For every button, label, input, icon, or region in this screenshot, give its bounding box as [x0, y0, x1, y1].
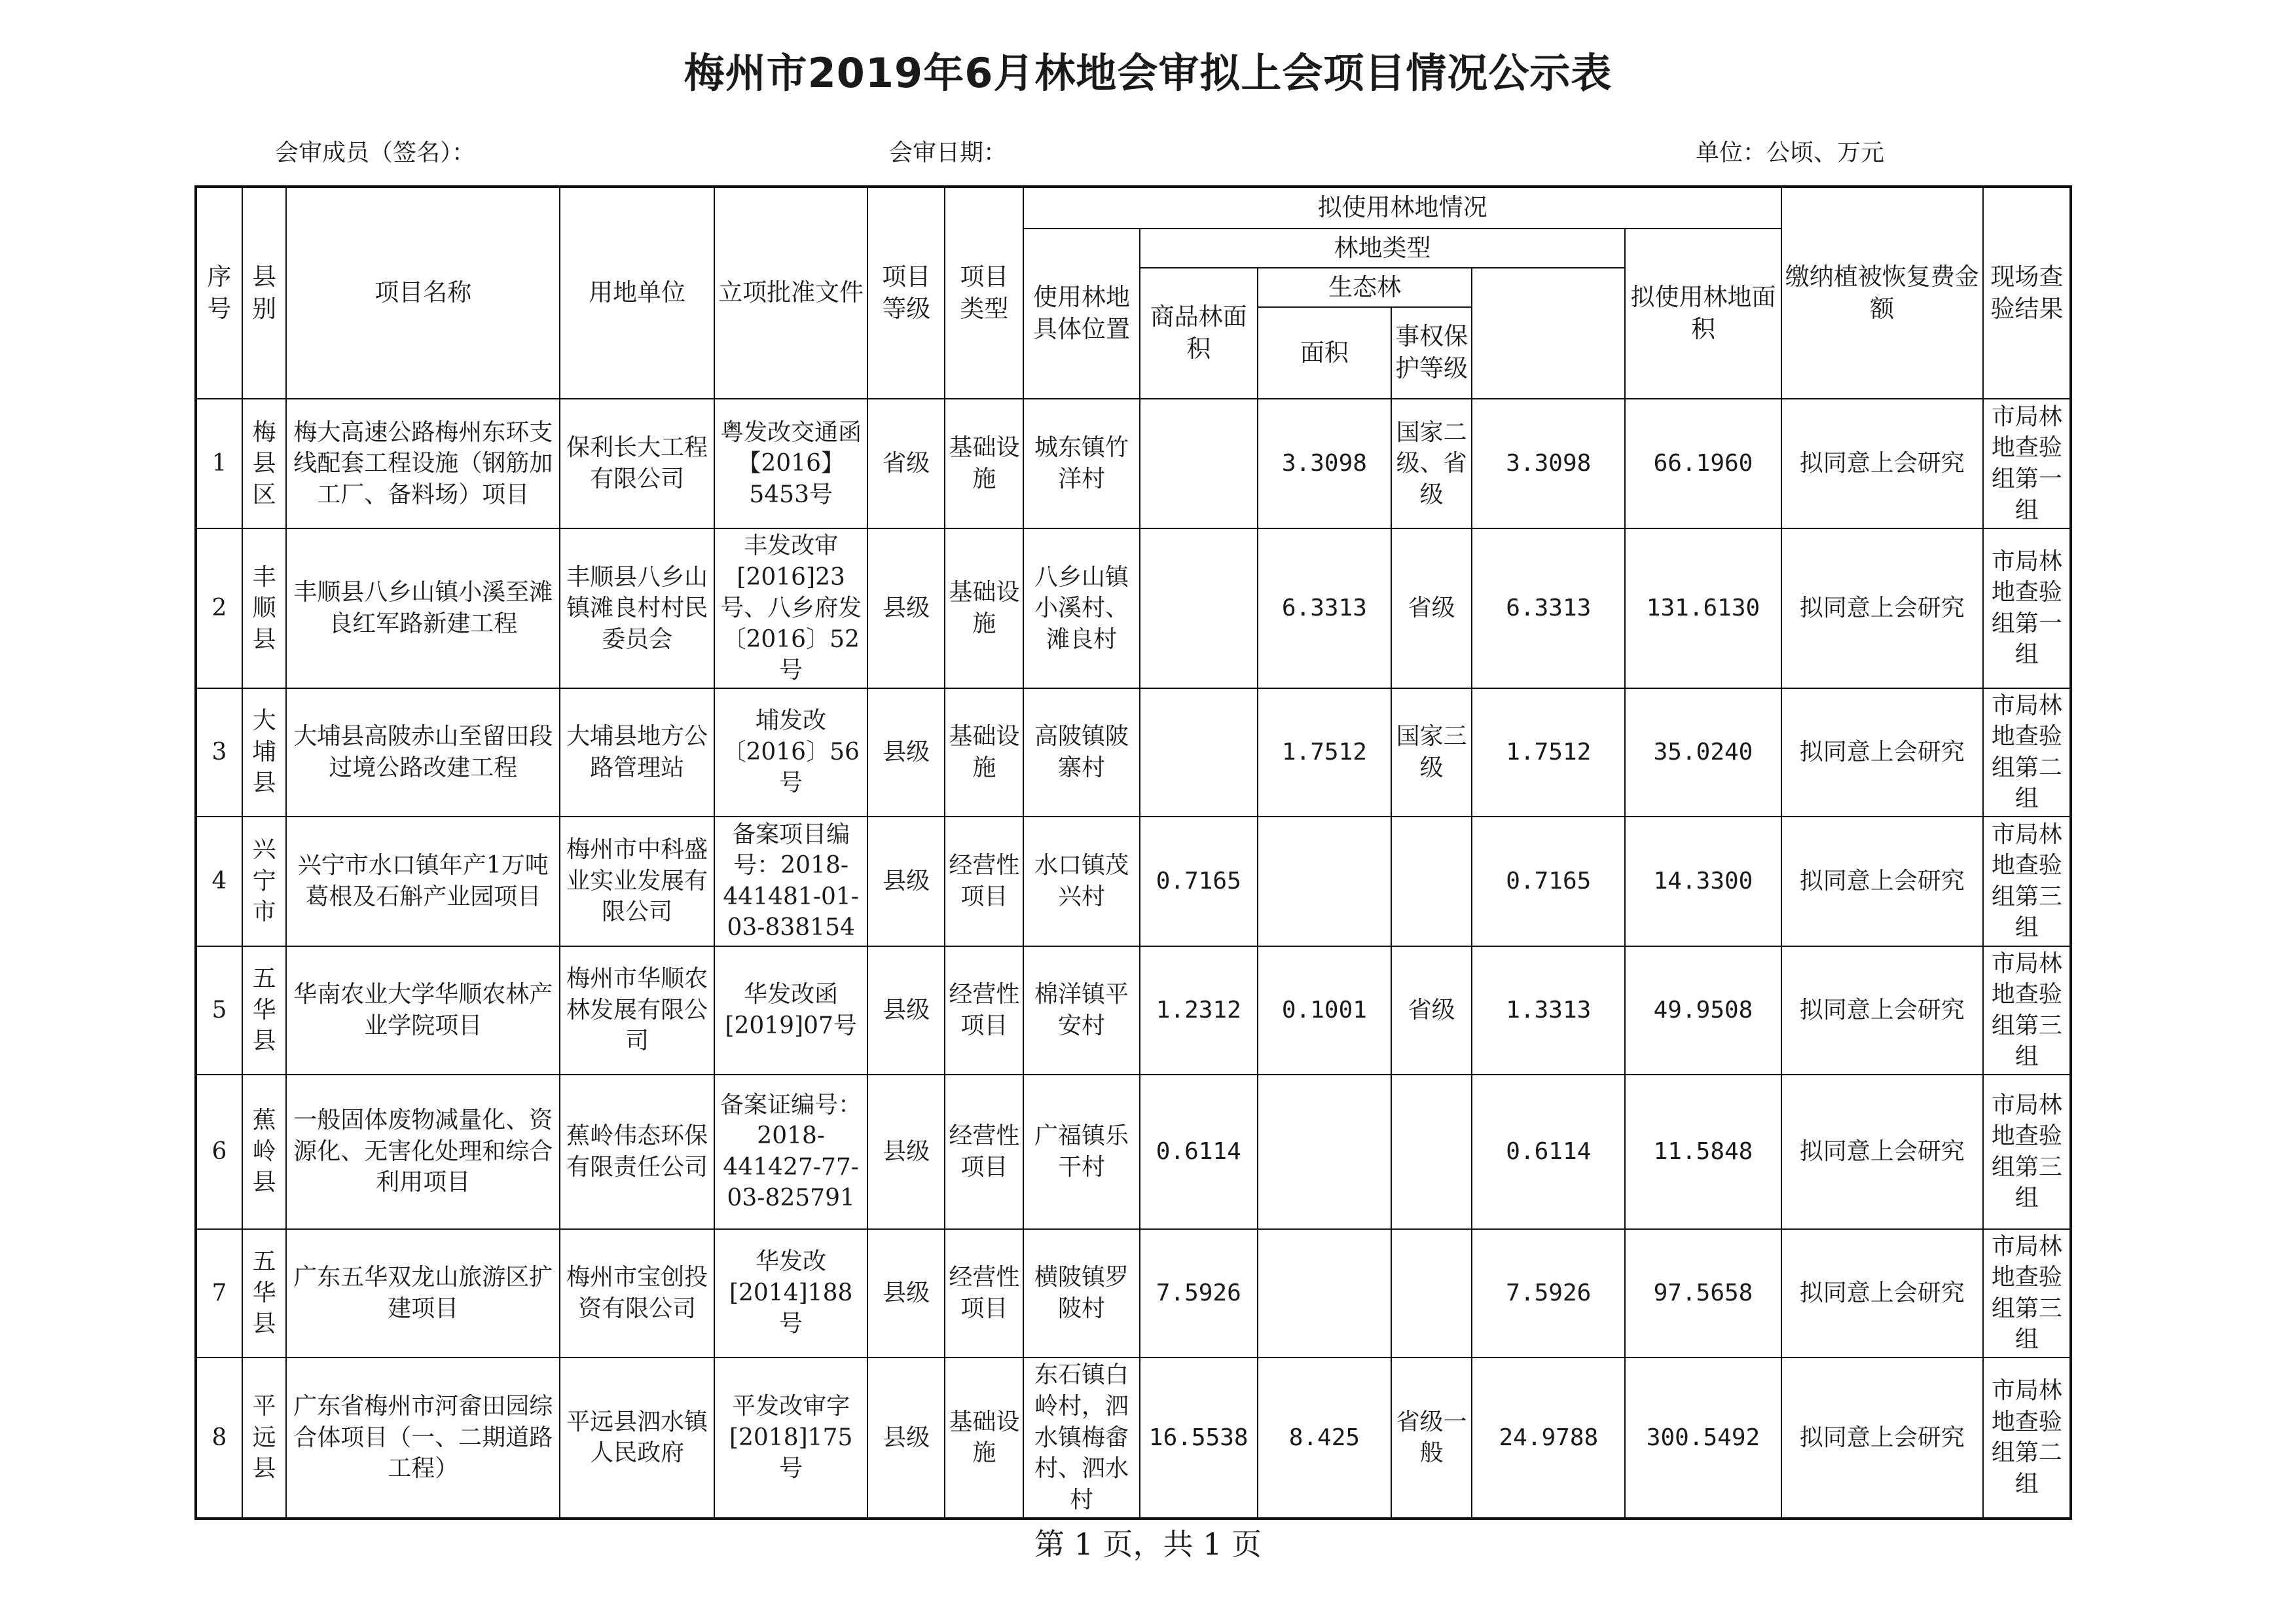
row-remarks: 市局林地查验组第二组	[1983, 688, 2071, 817]
header-protection-level: 事权保护等级	[1391, 307, 1472, 399]
row-approval-doc: 备案项目编号：2018-441481-01-03-838154	[714, 817, 867, 946]
row-land-unit: 梅州市宝创投资有限公司	[560, 1229, 714, 1357]
row-eco-area: 1.7512	[1258, 688, 1391, 817]
table-row	[196, 817, 2071, 946]
row-project-type: 经营性项目	[945, 1229, 1023, 1357]
row-protection-level: 省级	[1391, 946, 1472, 1075]
row-land-unit: 平远县泗水镇人民政府	[560, 1357, 714, 1519]
row-county: 丰顺县	[242, 528, 287, 688]
row-approval-doc: 埔发改〔2016〕56号	[714, 688, 867, 817]
row-commercial-area: 0.7165	[1140, 817, 1258, 946]
row-land-unit: 丰顺县八乡山镇滩良村村民委员会	[560, 528, 714, 688]
row-remarks: 市局林地查验组第三组	[1983, 1229, 2071, 1357]
table-row	[196, 688, 2071, 817]
row-project-type: 基础设施	[945, 688, 1023, 817]
row-project-level: 县级	[867, 1357, 945, 1519]
row-restoration-fee: 300.5492	[1625, 1357, 1781, 1519]
row-seq: 2	[196, 528, 242, 688]
header-inspection-result: 现场查验结果	[1983, 187, 2071, 399]
row-commercial-area: 1.2312	[1140, 946, 1258, 1075]
row-eco-area	[1258, 1075, 1391, 1229]
row-project-name: 广东五华双龙山旅游区扩建项目	[286, 1229, 560, 1357]
header-planned-area: 拟使用林地面积	[1625, 229, 1781, 399]
header-restoration-fee: 缴纳植被恢复费金额	[1781, 187, 1983, 399]
header-ecological: 生态林	[1258, 268, 1472, 307]
page-title: 梅州市2019年6月林地会审拟上会项目情况公示表	[683, 49, 1613, 97]
row-approval-doc: 华发改函[2019]07号	[714, 946, 867, 1075]
row-land-unit: 梅州市华顺农林发展有限公司	[560, 946, 714, 1075]
row-project-level: 县级	[867, 1229, 945, 1357]
row-project-level: 县级	[867, 1075, 945, 1229]
row-protection-level: 省级	[1391, 528, 1472, 688]
row-remarks: 市局林地查验组第二组	[1983, 1357, 2071, 1519]
row-planned-area: 7.5926	[1472, 1229, 1625, 1357]
row-remarks: 市局林地查验组第三组	[1983, 946, 2071, 1075]
row-project-type: 基础设施	[945, 528, 1023, 688]
row-planned-area: 24.9788	[1472, 1357, 1625, 1519]
row-seq: 1	[196, 399, 242, 528]
row-planned-area: 1.7512	[1472, 688, 1625, 817]
row-project-name: 兴宁市水口镇年产1万吨葛根及石斛产业园项目	[286, 817, 560, 946]
row-eco-area: 6.3313	[1258, 528, 1391, 688]
row-project-name: 一般固体废物减量化、资源化、无害化处理和综合利用项目	[286, 1075, 560, 1229]
row-eco-area: 8.425	[1258, 1357, 1391, 1519]
row-location: 水口镇茂兴村	[1023, 817, 1139, 946]
row-approval-doc: 丰发改审[2016]23号、八乡府发〔2016〕52号	[714, 528, 867, 688]
row-eco-area: 0.1001	[1258, 946, 1391, 1075]
row-remarks: 市局林地查验组第一组	[1983, 528, 2071, 688]
project-table	[194, 185, 2072, 1520]
row-approval-doc: 平发改审字[2018]175号	[714, 1357, 867, 1519]
table-row	[196, 1357, 2071, 1519]
row-location: 城东镇竹洋村	[1023, 399, 1139, 528]
row-location: 高陂镇陂寨村	[1023, 688, 1139, 817]
row-restoration-fee: 11.5848	[1625, 1075, 1781, 1229]
table-row	[196, 1075, 2071, 1229]
row-county: 平远县	[242, 1357, 287, 1519]
row-eco-area	[1258, 1229, 1391, 1357]
row-planned-area: 0.7165	[1472, 817, 1625, 946]
row-county: 蕉岭县	[242, 1075, 287, 1229]
row-remarks: 市局林地查验组第三组	[1983, 1075, 2071, 1229]
row-project-level: 县级	[867, 688, 945, 817]
row-land-unit: 保利长大工程有限公司	[560, 399, 714, 528]
row-inspection-result: 拟同意上会研究	[1781, 1357, 1983, 1519]
row-seq: 7	[196, 1229, 242, 1357]
row-inspection-result: 拟同意上会研究	[1781, 946, 1983, 1075]
unit-label: 单位：公顷、万元	[1696, 139, 1885, 166]
row-commercial-area: 16.5538	[1140, 1357, 1258, 1519]
header-project-type: 项目类型	[945, 187, 1023, 399]
row-location: 广福镇乐干村	[1023, 1075, 1139, 1229]
table-row	[196, 528, 2071, 688]
header-location: 使用林地具体位置	[1023, 229, 1139, 399]
row-protection-level: 省级一般	[1391, 1357, 1472, 1519]
row-planned-area: 0.6114	[1472, 1075, 1625, 1229]
row-protection-level: 国家三级	[1391, 688, 1472, 817]
row-restoration-fee: 131.6130	[1625, 528, 1781, 688]
row-restoration-fee: 97.5658	[1625, 1229, 1781, 1357]
row-location: 八乡山镇小溪村、滩良村	[1023, 528, 1139, 688]
row-protection-level	[1391, 1075, 1472, 1229]
row-project-name: 华南农业大学华顺农林产业学院项目	[286, 946, 560, 1075]
row-project-level: 省级	[867, 399, 945, 528]
row-project-type: 经营性项目	[945, 1075, 1023, 1229]
row-restoration-fee: 66.1960	[1625, 399, 1781, 528]
row-county: 五华县	[242, 1229, 287, 1357]
header-eco-area: 面积	[1258, 307, 1391, 399]
row-inspection-result: 拟同意上会研究	[1781, 399, 1983, 528]
row-protection-level	[1391, 817, 1472, 946]
row-approval-doc: 备案证编号：2018-441427-77-03-825791	[714, 1075, 867, 1229]
table-row	[196, 1229, 2071, 1357]
page-footer: 第 1 页，共 1 页	[1034, 1526, 1262, 1562]
header-forest-type: 林地类型	[1140, 229, 1626, 268]
row-inspection-result: 拟同意上会研究	[1781, 817, 1983, 946]
row-commercial-area: 0.6114	[1140, 1075, 1258, 1229]
table-row	[196, 946, 2071, 1075]
row-seq: 8	[196, 1357, 242, 1519]
row-seq: 5	[196, 946, 242, 1075]
row-county: 大埔县	[242, 688, 287, 817]
row-seq: 6	[196, 1075, 242, 1229]
header-approval-doc: 立项批准文件	[714, 187, 867, 399]
row-project-type: 经营性项目	[945, 817, 1023, 946]
row-location: 东石镇白岭村，泗水镇梅畲村、泗水村	[1023, 1357, 1139, 1519]
header-project-level: 项目等级	[867, 187, 945, 399]
row-project-name: 梅大高速公路梅州东环支线配套工程设施（钢筋加工厂、备料场）项目	[286, 399, 560, 528]
row-eco-area: 3.3098	[1258, 399, 1391, 528]
row-eco-area	[1258, 817, 1391, 946]
header-planned-use: 拟使用林地情况	[1023, 187, 1781, 229]
row-county: 梅县区	[242, 399, 287, 528]
row-inspection-result: 拟同意上会研究	[1781, 1229, 1983, 1357]
row-approval-doc: 华发改[2014]188号	[714, 1229, 867, 1357]
row-land-unit: 梅州市中科盛业实业发展有限公司	[560, 817, 714, 946]
row-commercial-area: 7.5926	[1140, 1229, 1258, 1357]
row-project-name: 广东省梅州市河畲田园综合体项目（一、二期道路工程）	[286, 1357, 560, 1519]
row-commercial-area	[1140, 399, 1258, 528]
row-seq: 4	[196, 817, 242, 946]
row-commercial-area	[1140, 528, 1258, 688]
row-restoration-fee: 35.0240	[1625, 688, 1781, 817]
review-date-label: 会审日期：	[889, 139, 1008, 166]
row-project-name: 大埔县高陂赤山至留田段过境公路改建工程	[286, 688, 560, 817]
header-land-unit: 用地单位	[560, 187, 714, 399]
header-seq: 序号	[196, 187, 242, 399]
row-project-name: 丰顺县八乡山镇小溪至滩良红军路新建工程	[286, 528, 560, 688]
row-land-unit: 蕉岭伟态环保有限责任公司	[560, 1075, 714, 1229]
header-project-name: 项目名称	[286, 187, 560, 399]
row-county: 五华县	[242, 946, 287, 1075]
row-protection-level	[1391, 1229, 1472, 1357]
row-land-unit: 大埔县地方公路管理站	[560, 688, 714, 817]
table-row	[196, 399, 2071, 528]
row-planned-area: 3.3098	[1472, 399, 1625, 528]
row-planned-area: 1.3313	[1472, 946, 1625, 1075]
row-remarks: 市局林地查验组第三组	[1983, 817, 2071, 946]
row-county: 兴宁市	[242, 817, 287, 946]
row-planned-area: 6.3313	[1472, 528, 1625, 688]
row-restoration-fee: 14.3300	[1625, 817, 1781, 946]
row-project-type: 经营性项目	[945, 946, 1023, 1075]
row-approval-doc: 粤发改交通函【2016】5453号	[714, 399, 867, 528]
row-inspection-result: 拟同意上会研究	[1781, 528, 1983, 688]
row-commercial-area	[1140, 688, 1258, 817]
row-protection-level: 国家二级、省级	[1391, 399, 1472, 528]
header-county: 县别	[242, 187, 287, 399]
row-project-level: 县级	[867, 946, 945, 1075]
row-restoration-fee: 49.9508	[1625, 946, 1781, 1075]
row-location: 横陂镇罗陂村	[1023, 1229, 1139, 1357]
row-project-type: 基础设施	[945, 1357, 1023, 1519]
members-signature-label: 会审成员（签名）：	[275, 139, 476, 166]
row-project-type: 基础设施	[945, 399, 1023, 528]
row-project-level: 县级	[867, 817, 945, 946]
row-location: 棉洋镇平安村	[1023, 946, 1139, 1075]
row-inspection-result: 拟同意上会研究	[1781, 688, 1983, 817]
row-seq: 3	[196, 688, 242, 817]
row-remarks: 市局林地查验组第一组	[1983, 399, 2071, 528]
row-inspection-result: 拟同意上会研究	[1781, 1075, 1983, 1229]
header-commercial-area: 商品林面积	[1140, 268, 1258, 399]
row-project-level: 县级	[867, 528, 945, 688]
